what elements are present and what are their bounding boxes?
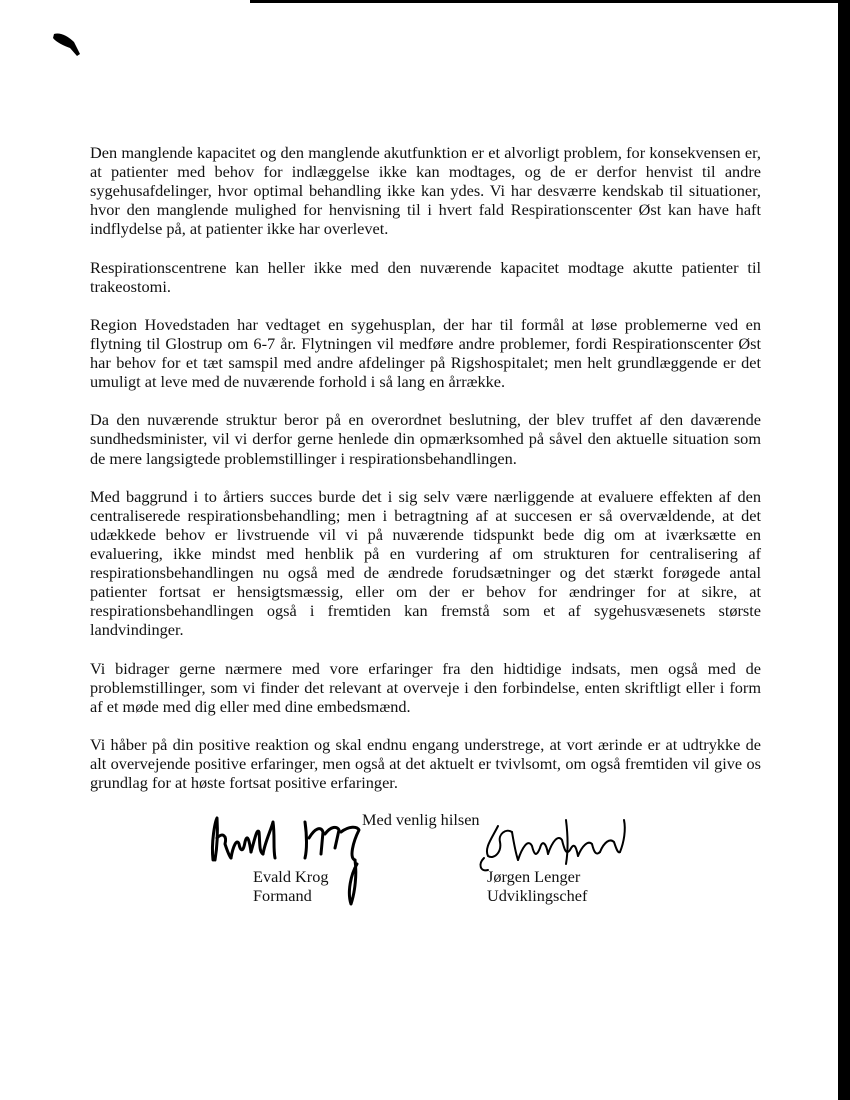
scan-edge-right	[838, 0, 850, 1100]
paragraph-3: Region Hovedstaden har vedtaget en sygehusplan, der har til formål at løse problemerne ved en flytning til Glostrup om 6-7 år. Flytningen vil medføre andre problemer, fordi Respirationscenter Øst har behov for et tæt samspil med andre afdelinger på Rigshospitalet; men helt grundlæggende er det umuligt at leve med de nuværende forhold i så lang en årrække.	[90, 314, 761, 392]
paragraph-6: Vi bidrager gerne nærmere med vore erfaringer fra den hidtidige indsats, men også med de problemstillinger, som vi finder det relevant at overveje i den forbindelse, enten skriftligt eller i form af et møde med dig eller med dine embedsmænd.	[90, 658, 761, 716]
paragraph-5: Med baggrund i to årtiers succes burde det i sig selv være nærliggende at evaluere effekten af den centraliserede respirationsbehandling; men i betragtning af at succesen er så overvældende, at det udækkede behov er livstruende vil vi på nuværende tidspunkt bede dig om at iværksætte en evaluering, ikke mindst med henblik på en vurdering af om strukturen for centralisering af respirationsbehandlingen nu også med de ændrede forudsætninger og det stærkt forøgede antal patienter fortsat er hensigtsmæssig, eller om der er behov for ændringer for at sikre, at respirationsbehandlingen også i fremtiden kan fremstå som et af sygehusvæsenets største landvindinger.	[90, 486, 761, 640]
scan-edge-top	[250, 0, 850, 3]
paragraph-2: Respirationscentrene kan heller ikke med den nuværende kapacitet modtage akutte patienter til trakeostomi.	[90, 257, 761, 296]
signatory-right-name: Jørgen Lenger	[487, 867, 581, 886]
paragraph-4: Da den nuværende struktur beror på en overordnet beslutning, der blev truffet af den daværende sundhedsminister, vil vi derfor gerne henlede din opmærksomhed på såvel den aktuelle situation som de mere langsigtede problemstillinger i respirationsbehandlingen.	[90, 410, 761, 468]
signatory-right-title: Udviklingschef	[487, 886, 588, 906]
paragraph-7: Vi håber på din positive reaktion og skal endnu engang understrege, at vort ærinde er at udtrykke de alt overvejende positive erfaringer, men også at det aktuelt er tvivlsomt, om også fremtiden vil give os grundlag for at høste fortsat positive erfaringer.	[90, 734, 761, 793]
signatory-left-title: Formand	[253, 886, 312, 906]
letter-body	[90, 143, 761, 811]
closing-greeting: Med venlig hilsen	[362, 810, 480, 829]
signatory-left	[253, 867, 329, 905]
paragraph-1: Den manglende kapacitet og den manglende akutfunktion er et alvorligt problem, for konsekvensen er, at patienter med behov for indlæggelse ikke kan modtages, og de er derfor henvist til andre sygehusafdelinger, hvor optimal behandling ikke kan ydes. Vi har desværre kendskab til situationer, hvor den manglende mulighed for henvisning til i hvert fald Respirationscenter Øst kan have haft indflydelse på, at patienter ikke har overlevet.	[90, 143, 761, 239]
signatory-left-name: Evald Krog	[253, 867, 329, 886]
scan-speck-icon	[50, 30, 84, 60]
signatory-right	[487, 867, 587, 905]
